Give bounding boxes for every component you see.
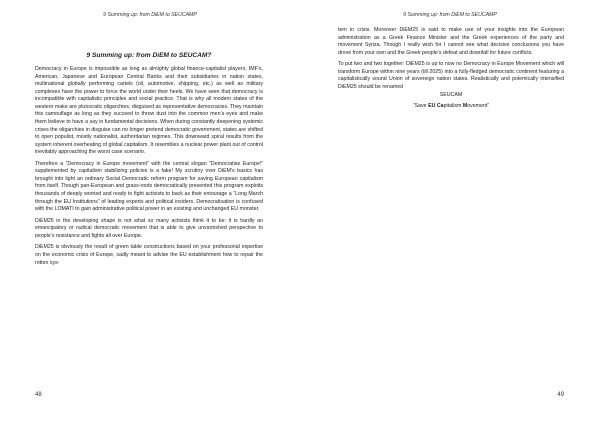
left-page-body: [35, 52, 263, 271]
paragraph: Therefore a “Democracy in Europe movement” with the central slogan “Democratise Europe!” supplemented by capitalism stabilizing policies is a fake! My scrutiny over DiEM’s basics has brought into light an ordinary Social Democratic reform program for saving European capitalism from itself. Though pan-European and grass-roots democratically presented this program exploits thousands of deeply worried and ready to fight activists to back as their entourage a “Long March through the EU Institutions” of leading experts and political insiders. Democratisation is confused with the LOMATI to gain administrative political power in an existing and unchanged EU monster.: [35, 160, 263, 213]
right-page-body: [338, 27, 564, 115]
paragraph: To put two and two together: DiEM25 is up to now no Democracy in Europe Movement which will transform Europe within nine years (till 2025) into a fully-fledged democratic continent featuring a capitalistically sound Union of sovereign nation states. Realistically and polemically intensified DiEM25 should be renamed: [338, 61, 564, 90]
paragraph: tem in crisis. Moreover DiEM25 is said to make use of your insights into the European administration as a Greek Finance Minister and the Greek experiences of the party and movement Syriza. Though I really wish for I cannot see what decisive conclusions you have drove from your own and the Greek people’s defeat and downfall for future conflicts.: [338, 27, 564, 56]
running-head-left: 9 Summing up: from DiEM to SEUCAMP: [103, 12, 197, 18]
slogan-close-quote: ”: [487, 103, 490, 110]
page-number-left: 48: [35, 392, 42, 398]
slogan-ovement: ovement: [467, 103, 488, 110]
paragraph: DiEM25 in the developing shape is not what so many activists think it to be: it is hardly an emancipatory or radical democratic movement that is able to give unvarnished perspective to people’s resistance and fights all over Europe.: [35, 217, 263, 239]
slogan-open-quote: “: [412, 103, 415, 110]
acronym-line: SEUCAM: [439, 91, 463, 98]
slogan-pitalism: pitalism: [443, 103, 463, 110]
slogan-ca: Ca: [436, 103, 444, 110]
running-head-right: 9 Summing up: from DiEM to SEUCAMP: [403, 12, 497, 18]
right-page: [300, 0, 600, 424]
slogan-eu: EU: [428, 103, 436, 110]
slogan-line: [338, 103, 564, 111]
slogan-save: Save: [414, 103, 429, 110]
slogan-m: M: [462, 103, 468, 110]
paragraph: Democracy in Europe is impossible as long as almighty global finance-capitalist players, IMF’s, American, Japanese and European Central Banks and their subsidiaries in nation states, multinational globally performing cartels (oil, automotive, shipping, etc.) as well as military complexes have the power to force the world under their heels. We have seen that democracy is incompatible with capitalistic principles and social practice. That is why all modern states of the western make are plutocratic oligarchies, disguised as representative democracies. They maintain this camouflage as long as they succeed to throw dust into the common men’s eyes and make them believe to have a say in fundamental decisions. When during constantly deepening systemic crises the oligarchies in disguise can no longer pretend democratic government, states are shifted to open populist, mostly nationalist, authoritarian regimes. This downward spiral results from the system inherent overheating of global capitalism. It resembles a nuclear power plant out of control inevitably approaching the worst case scenario.: [35, 66, 263, 156]
chapter-title: 9 Summing up: from DiEM to SEUCAM?: [86, 52, 212, 59]
page-number-right: 49: [557, 392, 564, 398]
paragraph: DiEM25 is obviously the result of green table constructions based on your professorial expertise on the economic crisis of Europe, sadly meant to advise the EU establishment how to repair the rotten sys-: [35, 244, 263, 266]
